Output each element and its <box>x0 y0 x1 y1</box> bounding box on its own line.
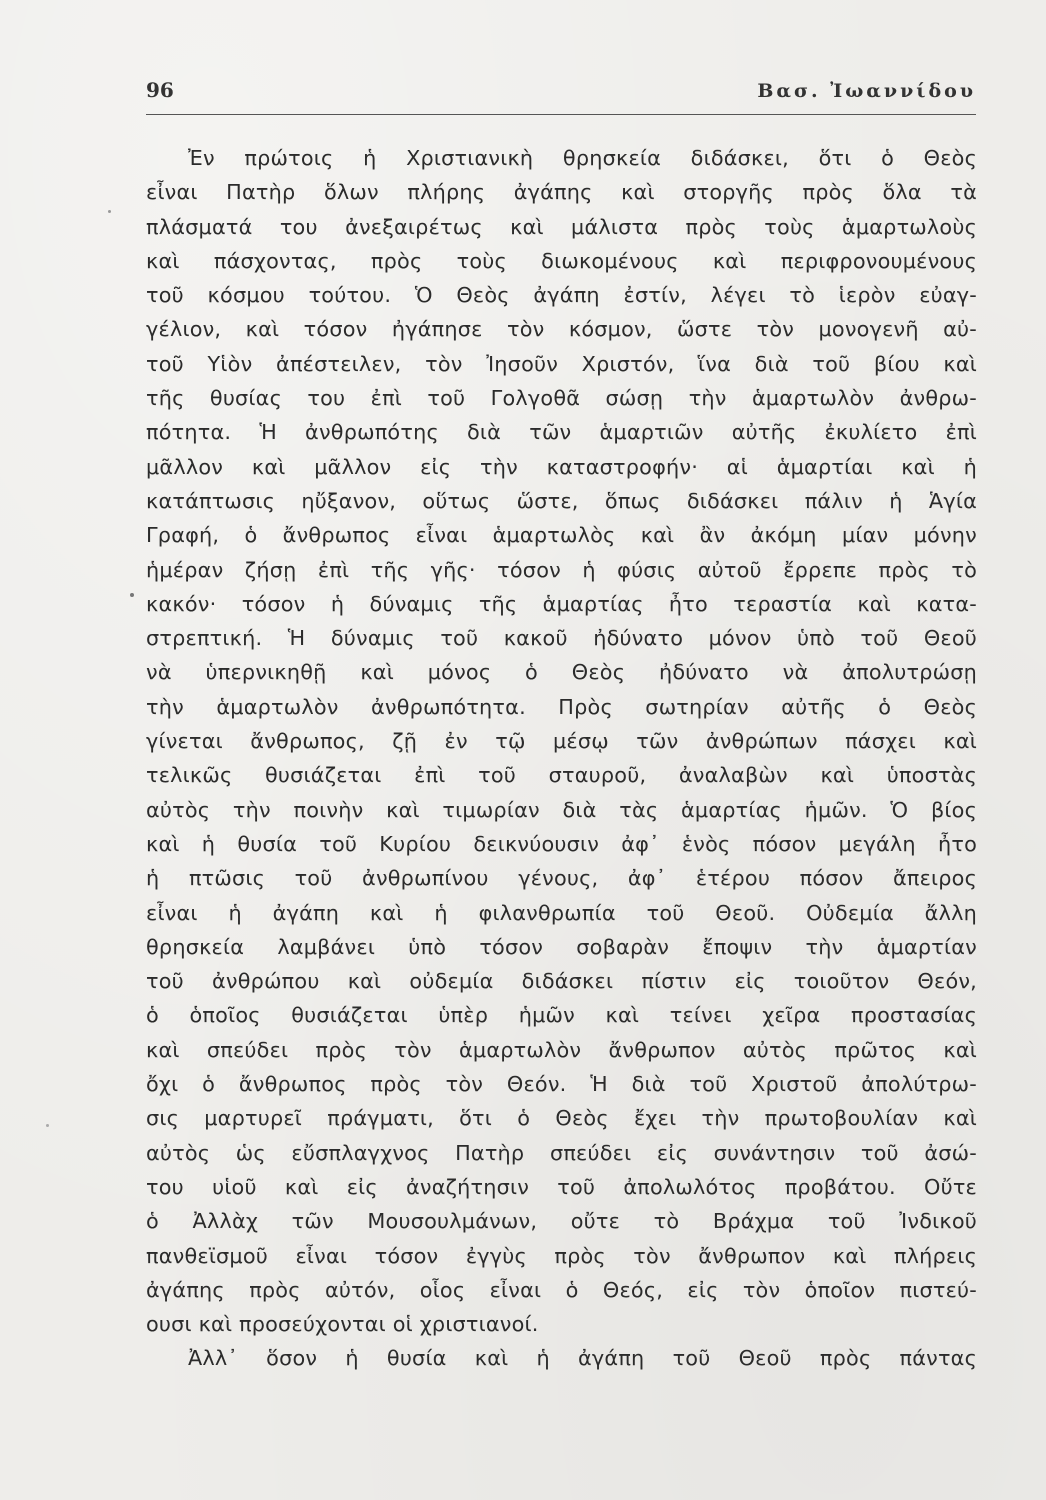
text-line: αὐτὸς τὴν ποινὴν καὶ τιμωρίαν διὰ τὰς ἁμαρτίας ἡμῶν. Ὁ βίος <box>146 797 977 822</box>
text-line: τοῦ κόσμου τούτου. Ὁ Θεὸς ἀγάπη ἐστίν, λέγει τὸ ἱερὸν εὐαγ- <box>146 283 977 308</box>
ink-speck <box>46 1124 49 1127</box>
text-line: καὶ σπεύδει πρὸς τὸν ἁμαρτωλὸν ἄνθρωπον αὐτὸς πρῶτος καὶ <box>146 1037 977 1062</box>
text-line: εἶναι ἡ ἀγάπη καὶ ἡ φιλανθρωπία τοῦ Θεοῦ. Οὐδεμία ἄλλη <box>146 900 977 925</box>
text-line: θρησκεία λαμβάνει ὑπὸ τόσον σοβαρὰν ἔποψιν τὴν ἁμαρτίαν <box>146 934 977 959</box>
text-line: ὄχι ὁ ἄνθρωπος πρὸς τὸν Θεόν. Ἡ διὰ τοῦ Χριστοῦ ἀπολύτρω- <box>146 1072 977 1097</box>
text-line: Γραφή, ὁ ἄνθρωπος εἶναι ἁμαρτωλὸς καὶ ἂν ἀκόμη μίαν μόνην <box>146 523 977 548</box>
text-line: εἶναι Πατὴρ ὅλων πλήρης ἀγάπης καὶ στοργῆς πρὸς ὅλα τὰ <box>146 180 977 205</box>
text-line: ἡμέραν ζήσῃ ἐπὶ τῆς γῆς· τόσον ἡ φύσις αὐτοῦ ἔρρεπε πρὸς τὸ <box>146 557 977 582</box>
text-line: πλάσματά του ἀνεξαιρέτως καὶ μάλιστα πρὸς τοὺς ἁμαρτωλοὺς <box>146 214 977 239</box>
text-line: ὁ ὁποῖος θυσιάζεται ὑπὲρ ἡμῶν καὶ τείνει χεῖρα προστασίας <box>146 1003 977 1028</box>
text-line: Ἀλλ᾽ ὅσον ἡ θυσία καὶ ἡ ἀγάπη τοῦ Θεοῦ πρὸς πάντας <box>188 1346 977 1371</box>
text-line: τοῦ Υἱὸν ἀπέστειλεν, τὸν Ἰησοῦν Χριστόν, ἵνα διὰ τοῦ βίου καὶ <box>146 351 977 376</box>
text-line: τὴν ἁμαρτωλὸν ἀνθρωπότητα. Πρὸς σωτηρίαν αὐτῆς ὁ Θεὸς <box>146 694 977 719</box>
text-line: κατάπτωσις ηὔξανον, οὕτως ὥστε, ὅπως διδάσκει πάλιν ἡ Ἁγία <box>146 488 977 513</box>
text-line: ουσι καὶ προσεύχονται οἱ χριστιανοί. <box>146 1312 539 1337</box>
running-head: Βασ. Ἰωαννίδου <box>757 80 976 102</box>
text-line: αὐτὸς ὡς εὔσπλαγχνος Πατὴρ σπεύδει εἰς συνάντησιν τοῦ ἀσώ- <box>146 1140 977 1165</box>
text-line: ἡ πτῶσις τοῦ ἀνθρωπίνου γένους, ἀφ᾽ ἑτέρου πόσον ἄπειρος <box>146 866 977 891</box>
text-line: ὁ Ἀλλὰχ τῶν Μουσουλμάνων, οὔτε τὸ Βράχμα τοῦ Ἰνδικοῦ <box>146 1209 977 1234</box>
text-line: σις μαρτυρεῖ πράγματι, ὅτι ὁ Θεὸς ἔχει τὴν πρωτοβουλίαν καὶ <box>146 1106 977 1131</box>
text-line: γέλιον, καὶ τόσον ἠγάπησε τὸν κόσμον, ὥστε τὸν μονογενῆ αὐ- <box>146 317 977 342</box>
text-line: καὶ ἡ θυσία τοῦ Κυρίου δεικνύουσιν ἀφ᾽ ἑνὸς πόσον μεγάλη ἦτο <box>146 831 977 856</box>
text-line: μᾶλλον καὶ μᾶλλον εἰς τὴν καταστροφήν· αἱ ἁμαρτίαι καὶ ἡ <box>146 454 977 479</box>
text-line: κακόν· τόσον ἡ δύναμις τῆς ἁμαρτίας ἦτο τεραστία καὶ κατα- <box>146 591 977 616</box>
text-line: του υἱοῦ καὶ εἰς ἀναζήτησιν τοῦ ἀπολωλότος προβάτου. Οὔτε <box>146 1174 977 1199</box>
text-line: τῆς θυσίας του ἐπὶ τοῦ Γολγοθᾶ σώσῃ τὴν ἁμαρτωλὸν ἀνθρω- <box>146 386 977 411</box>
ink-speck <box>130 593 134 597</box>
text-line: πανθεϊσμοῦ εἶναι τόσον ἐγγὺς πρὸς τὸν ἄνθρωπον καὶ πλήρεις <box>146 1243 977 1268</box>
text-line: γίνεται ἄνθρωπος, ζῇ ἐν τῷ μέσῳ τῶν ἀνθρώπων πάσχει καὶ <box>146 729 977 754</box>
text-line: Ἐν πρώτοις ἡ Χριστιανικὴ θρησκεία διδάσκει, ὅτι ὁ Θεὸς <box>188 146 977 170</box>
ink-speck <box>108 210 111 213</box>
page-number: 96 <box>146 78 174 102</box>
text-line: πότητα. Ἡ ἀνθρωπότης διὰ τῶν ἁμαρτιῶν αὐτῆς ἐκυλίετο ἐπὶ <box>146 420 977 445</box>
body-text <box>146 141 977 1376</box>
text-line: τελικῶς θυσιάζεται ἐπὶ τοῦ σταυροῦ, ἀναλαβὼν καὶ ὑποστὰς <box>146 763 977 788</box>
text-line: ἀγάπης πρὸς αὐτόν, οἷος εἶναι ὁ Θεός, εἰς τὸν ὁποῖον πιστεύ- <box>146 1277 977 1302</box>
text-line: στρεπτική. Ἡ δύναμις τοῦ κακοῦ ἠδύνατο μόνον ὑπὸ τοῦ Θεοῦ <box>146 626 977 651</box>
header-rule <box>146 114 976 115</box>
page-header <box>146 78 976 108</box>
text-line: τοῦ ἀνθρώπου καὶ οὐδεμία διδάσκει πίστιν εἰς τοιοῦτον Θεόν, <box>146 969 977 994</box>
text-line: νὰ ὑπερνικηθῇ καὶ μόνος ὁ Θεὸς ἠδύνατο νὰ ἀπολυτρώσῃ <box>146 660 977 685</box>
text-line: καὶ πάσχοντας, πρὸς τοὺς διωκομένους καὶ περιφρονουμένους <box>146 248 977 273</box>
